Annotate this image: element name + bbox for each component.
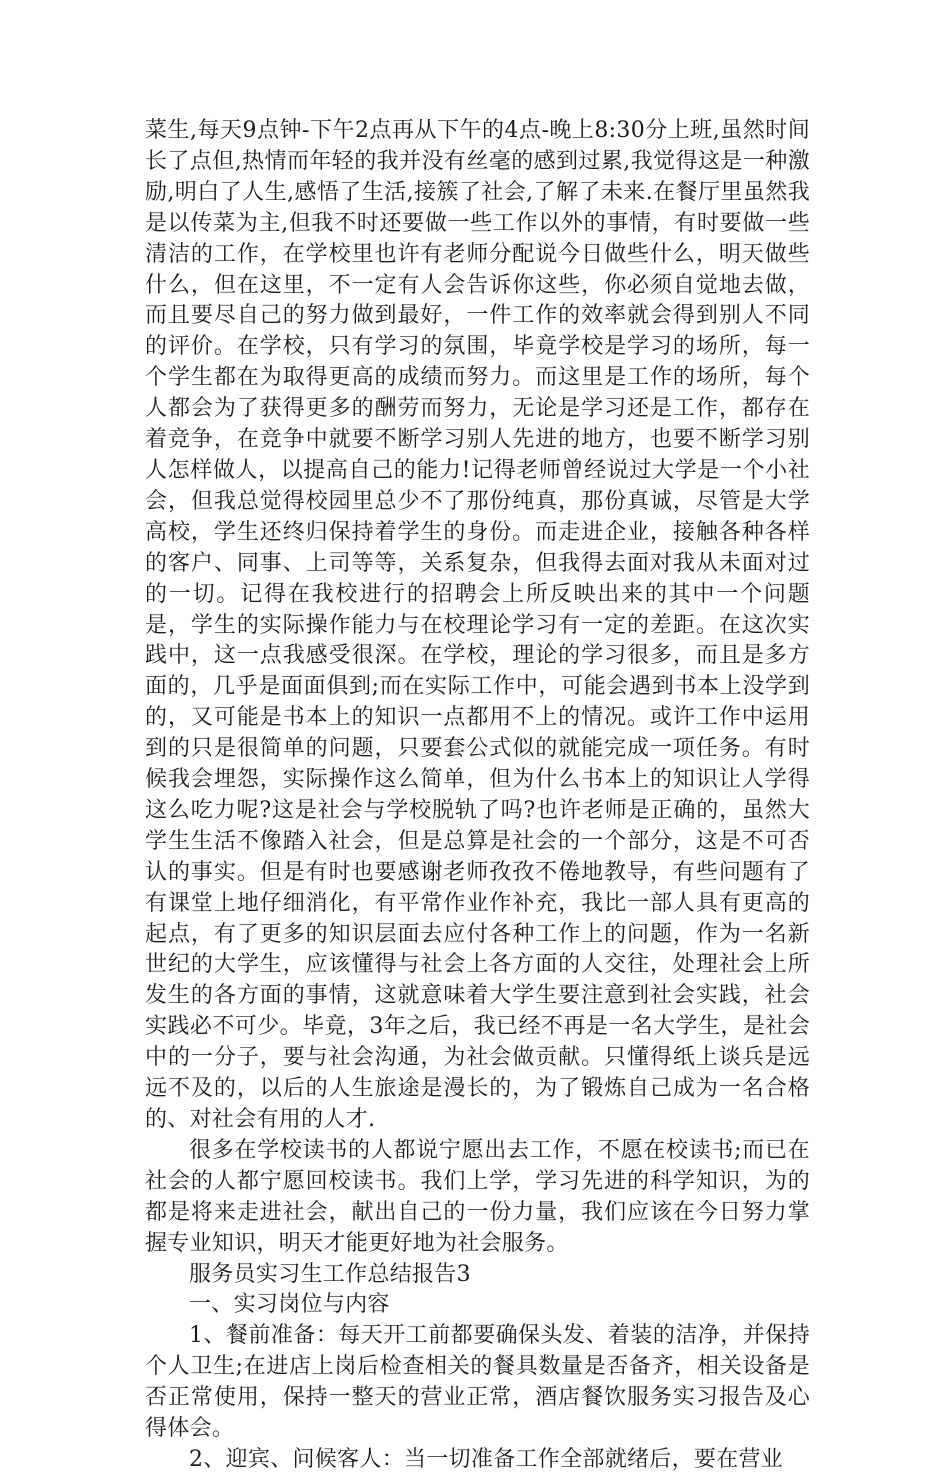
- section-heading: 一、实习岗位与内容: [189, 1292, 390, 1318]
- report-heading: 服务员实习生工作总结报告3: [189, 1261, 471, 1287]
- body-paragraph: 2、迎宾、问候客人：当一切准备工作全部就绪后，要在营业: [189, 1446, 784, 1472]
- body-paragraph: 1、餐前准备：每天开工前都要确保头发、着装的洁净，并保持个人卫生;在进店上岗后检查相关的餐具数量是否备齐，相关设备是否正常使用，保持一整天的营业正常，酒店餐饮服务实习报告及心得体会。: [145, 1323, 810, 1442]
- body-paragraph: 很多在学校读书的人都说宁愿出去工作，不愿在校读书;而已在社会的人都宁愿回校读书。我们上学，学习先进的科学知识，为的都是将来走进社会，献出自己的一份力量，我们应该在今日努力掌握专业知识，明天才能更好地为社会服务。: [145, 1137, 810, 1256]
- document-page: [145, 116, 810, 1476]
- body-paragraph: 菜生,每天9点钟-下午2点再从下午的4点-晚上8:30分上班,虽然时间长了点但,热情而年轻的我并没有丝毫的感到过累,我觉得这是一种激励,明白了人生,感悟了生活,接簇了社会,了解了未来.在餐厅里虽然我是以传菜为主,但我不时还要做一些工作以外的事情，有时要做一些清洁的工作，在学校里也许有老师分配说今日做些什么，明天做些什么，但在这里，不一定有人会告诉你这些，你必须自觉地去做，而且要尽自己的努力做到最好，一件工作的效率就会得到别人不同的评价。在学校，只有学习的氛围，毕竟学校是学习的场所，每一个学生都在为取得更高的成绩而努力。而这里是工作的场所，每个人都会为了获得更多的酬劳而努力，无论是学习还是工作，都存在着竞争，在竞争中就要不断学习别人先进的地方，也要不断学习别人怎样做人，以提高自己的能力!记得老师曾经说过大学是一个小社会，但我总觉得校园里总少不了那份纯真，那份真诚，尽管是大学高校，学生还终归保持着学生的身份。而走进企业，接触各种各样的客户、同事、上司等等，关系复杂，但我得去面对我从未面对过的一切。记得在我校进行的招聘会上所反映出来的其中一个问题是，学生的实际操作能力与在校理论学习有一定的差距。在这次实践中，这一点我感受很深。在学校，理论的学习很多，而且是多方面的，几乎是面面俱到;而在实际工作中，可能会遇到书本上没学到的，又可能是书本上的知识一点都用不上的情况。或许工作中运用到的只是很简单的问题，只要套公式似的就能完成一项任务。有时候我会埋怨，实际操作这么简单，但为什么书本上的知识让人学得这么吃力呢?这是社会与学校脱轨了吗?也许老师是正确的，虽然大学生生活不像踏入社会，但是总算是社会的一个部分，这是不可否认的事实。但是有时也要感谢老师孜孜不倦地教导，有些问题有了有课堂上地仔细消化，有平常作业作补充，我比一部人具有更高的起点，有了更多的知识层面去应付各种工作上的问题，作为一名新世纪的大学生，应该懂得与社会上各方面的人交往，处理社会上所发生的各方面的事情，这就意味着大学生要注意到社会实践，社会实践必不可少。毕竟，3年之后，我已经不再是一名大学生，是社会中的一分子，要与社会沟通，为社会做贡献。只懂得纸上谈兵是远远不及的，以后的人生旅途是漫长的，为了锻炼自己成为一名合格的、对社会有用的人才.: [145, 118, 810, 1132]
